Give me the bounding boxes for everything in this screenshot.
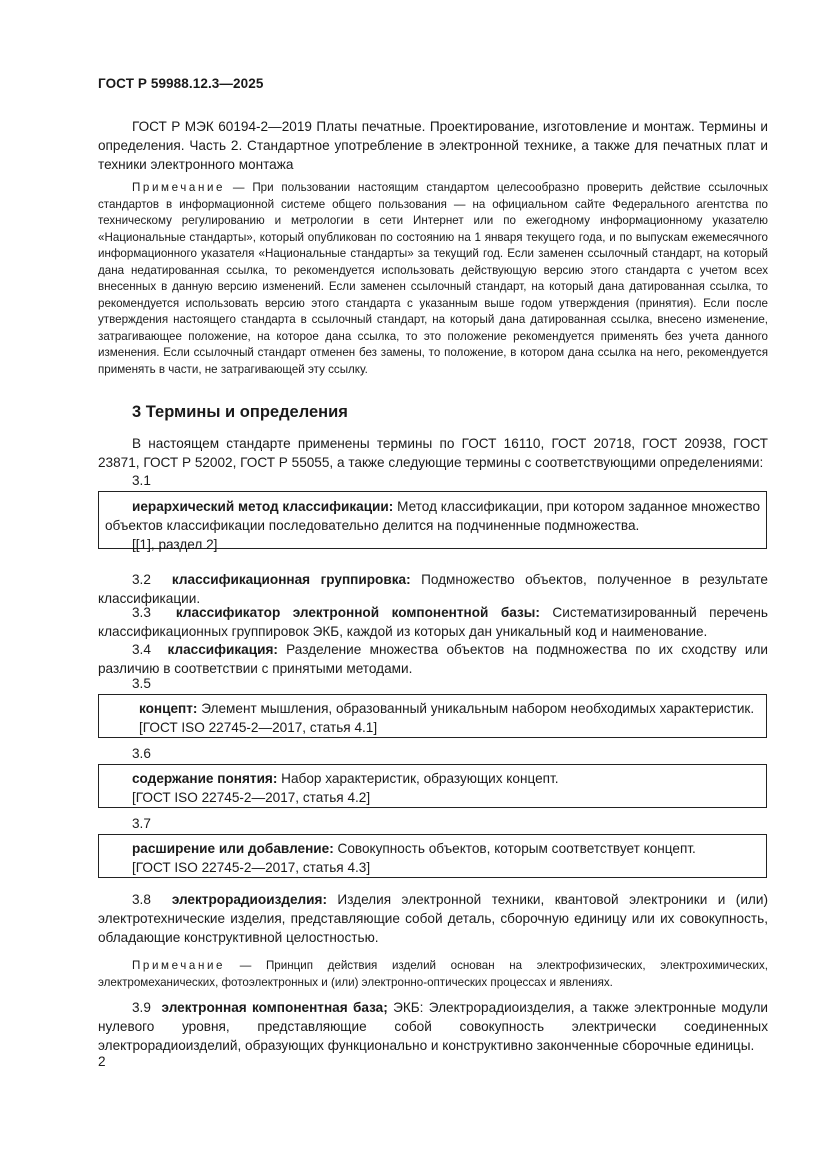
term-source: [ГОСТ ISO 22745-2—2017, статья 4.2] — [132, 790, 371, 805]
term-def-text: Совокупность объектов, которым соответствует концепт. — [333, 841, 696, 856]
term-number: 3.5 — [132, 676, 151, 691]
term-number: 3.7 — [132, 816, 151, 831]
term-box — [98, 491, 767, 552]
note-term-3-8 — [98, 958, 768, 991]
term-entry — [98, 603, 768, 641]
term-name: электрорадиоизделия: — [171, 892, 327, 907]
term-def-text: Набор характеристик, образующих концепт. — [277, 771, 559, 786]
term-name: классификация: — [167, 642, 278, 657]
term-source: [ГОСТ ISO 22745-2—2017, статья 4.1] — [139, 720, 378, 735]
note-label: Примечание — [132, 959, 226, 972]
term-source: [[1], раздел 2] — [132, 537, 218, 552]
term-def-text: Разделение множества объектов на подмножества по их сходству или различию в соответствии с принятыми методами. — [98, 642, 769, 676]
term-def-text: Элемент мышления, образованный уникальным набором необходимых характеристик. — [197, 701, 755, 716]
term-number: 3.3 — [132, 605, 151, 620]
term-name: расширение или добавление: — [132, 841, 334, 856]
term-box — [98, 834, 767, 878]
term-definition — [99, 839, 766, 858]
term-name: концепт: — [139, 701, 198, 716]
term-name: содержание понятия: — [132, 771, 278, 786]
normative-reference: ГОСТ Р МЭК 60194-2—2019 Платы печатные. Проектирование, изготовление и монтаж. Термины и определения. Часть 2. Стандартное употребление в электронной технике, а также для печатных плат и техники электронного монтажа — [98, 119, 768, 172]
section-title: 3 Термины и определения — [132, 403, 348, 421]
term-name: классификационная группировка: — [171, 572, 411, 587]
term-def-text: Метод классификации, при котором заданное множество объектов классификации последовательно делится на подчиненные подмножества. — [105, 499, 761, 533]
term-box — [98, 694, 767, 738]
term-definition — [99, 497, 766, 535]
note-text: — При пользовании настоящим стандартом целесообразно проверить действие ссылочных стандартов в информационной системе общего пользования — на официальном сайте Федерального агентства по техническому регулированию и метрологии в сети Интернет или по ежегодному информационному указателю «Национальные стандарты», который опубликован по состоянию на 1 января текущего года, и по выпускам ежемесячного информационного указателя «Национальные стандарты» за текущий год. Если заменен ссылочный стандарт, на который дана недатированная ссылка, то рекомендуется использовать действующую версию этого стандарта с учетом всех внесенных в данную версию изменений. Если заменен ссылочный стандарт, на который дана датированная ссылка, то рекомендуется использовать версию этого стандарта с указанным выше годом утверждения (принятия). Если после утверждения настоящего стандарта в ссылочный стандарт, на который дана датированная ссылка, внесено изменение, затрагивающее положение, на которое дана ссылка, то это положение рекомендуется применять без учета данного изменения. Если ссылочный стандарт отменен без замены, то положение, в котором дана ссылка на него, рекомендуется применять в части, не затрагивающей эту ссылку. — [98, 181, 768, 376]
term-number: 3.6 — [132, 746, 151, 761]
term-box — [98, 764, 767, 808]
term-definition — [99, 699, 766, 718]
term-entry — [98, 640, 768, 678]
document-header: ГОСТ Р 59988.12.3—2025 — [98, 76, 264, 91]
term-number: 3.1 — [132, 473, 151, 488]
term-def-text: Изделия электронной техники, квантовой электроники и (или) электротехнические изделия, представляющие собой деталь, сборочную единицу или их совокупность, обладающие конструктивной целостностью. — [98, 892, 768, 945]
term-number: 3.4 — [132, 642, 151, 657]
term-name: иерархический метод классификации: — [132, 499, 394, 514]
term-definition — [99, 769, 766, 788]
term-def-text: Подмножество объектов, полученное в результате классификации. — [98, 572, 768, 606]
section-intro: В настоящем стандарте применены термины по ГОСТ 16110, ГОСТ 20718, ГОСТ 20938, ГОСТ 23871, ГОСТ Р 52002, ГОСТ Р 55055, а также следующие термины с соответствующими определениями: — [98, 436, 768, 470]
note-normative-references — [98, 180, 768, 378]
term-name: классификатор электронной компонентной базы: — [175, 605, 540, 620]
note-label: Примечание — [132, 181, 226, 194]
term-number: 3.9 — [132, 1000, 151, 1015]
term-number: 3.2 — [132, 572, 151, 587]
note-text: — Принцип действия изделий основан на электрофизических, электрохимических, электромеханических, фотоэлектронных и (или) электронно-оптических процессах и явлениях. — [98, 959, 768, 989]
term-entry — [98, 998, 768, 1055]
term-number: 3.8 — [132, 892, 151, 907]
term-def-text: ЭКБ: Электрорадиоизделия, а также электронные модули нулевого уровня, представляющие собой совокупность электрически соединенных электрорадиоизделий, образующих функционально и конструктивно законченные сборочные единицы. — [98, 1000, 768, 1053]
page-number: 2 — [98, 1054, 106, 1069]
term-source: [ГОСТ ISO 22745-2—2017, статья 4.3] — [132, 860, 371, 875]
term-def-text: Систематизированный перечень классификационных группировок ЭКБ, каждой из которых дан уникальный код и наименование. — [98, 605, 768, 639]
term-name: электронная компонентная база; — [161, 1000, 388, 1015]
term-entry — [98, 890, 768, 947]
